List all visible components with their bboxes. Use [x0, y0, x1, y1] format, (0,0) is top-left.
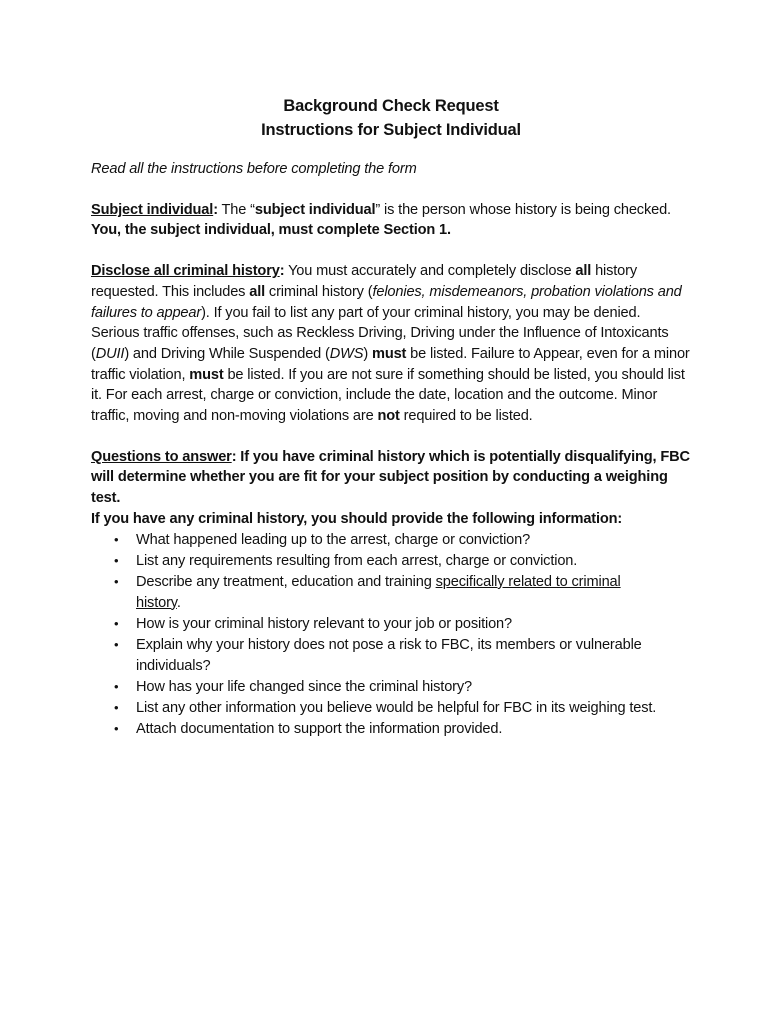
disclose-text: criminal history ( — [265, 283, 373, 300]
document-subtitle: Instructions for Subject Individual — [261, 121, 521, 139]
emphasis-must: must — [189, 366, 224, 383]
heading-colon: : — [213, 201, 218, 218]
disclose-text: be listed. Failure to Appear, even for a minor traffic violation, — [91, 345, 690, 383]
bullet-icon: • — [114, 573, 119, 589]
disclose-text: ) and Driving While Suspended ( — [124, 345, 330, 362]
disclose-history-heading: Disclose all criminal history — [91, 263, 280, 280]
list-item — [114, 719, 691, 740]
disclose-text: ) — [363, 345, 372, 362]
list-item-text: List any other information you believe would be helpful for FBC in its weighing test. — [136, 700, 657, 717]
dui-abbrev: DUII — [95, 345, 125, 362]
list-item-text: How is your criminal history relevant to your job or position? — [136, 615, 512, 632]
list-item — [114, 698, 691, 719]
questions-text: If you have criminal history which is potentially disqualifying, FBC will determine whether you are fit for your subject position by conducting a weighing test. — [91, 448, 690, 507]
list-item — [114, 677, 691, 698]
list-item — [114, 551, 691, 572]
subject-individual-heading: Subject individual — [91, 201, 214, 218]
disclose-text: ). If you fail to list any part of your criminal history, you may be denied. Serious traffic offenses, such as Reckless Driving, Driving under the Influence of Intoxicants ( — [91, 304, 669, 362]
disclose-text: You must accurately and completely disclose — [284, 263, 576, 280]
list-item-text: How has your life changed since the criminal history? — [136, 678, 472, 695]
bullet-icon: • — [114, 637, 119, 653]
bullet-icon: • — [114, 531, 119, 547]
bullet-icon: • — [114, 615, 119, 631]
list-item — [114, 530, 691, 551]
subject-text-b: ” is the person whose history is being checked. — [375, 201, 671, 218]
questions-section — [91, 447, 691, 740]
subject-text-a: The “ — [217, 201, 255, 218]
dws-abbrev: DWS — [329, 345, 364, 362]
bullet-icon: • — [114, 552, 119, 568]
list-item — [114, 614, 691, 635]
list-item — [114, 635, 691, 676]
list-item-text: Describe any treatment, education and training — [136, 573, 436, 590]
intro-instruction: Read all the instructions before completing the form — [91, 161, 417, 177]
disclose-history-section — [91, 261, 691, 427]
heading-colon: : — [279, 263, 285, 280]
questions-intro — [91, 447, 691, 509]
title-block — [91, 94, 691, 142]
disclose-text: required to be listed. — [399, 408, 533, 425]
questions-provide-line: If you have any criminal history, you should provide the following information: — [91, 510, 623, 527]
list-item-text: List any requirements resulting from each arrest, charge or conviction. — [136, 552, 578, 569]
bullet-icon: • — [114, 700, 119, 716]
bullet-icon: • — [114, 721, 119, 737]
list-item-text: . — [176, 594, 181, 611]
underlined-phrase: specifically related to criminal history — [136, 573, 621, 611]
subject-term: subject individual — [254, 201, 376, 218]
emphasis-all: all — [575, 263, 592, 280]
document-title: Background Check Request — [283, 97, 499, 115]
list-item-text: What happened leading up to the arrest, charge or conviction? — [136, 531, 531, 548]
list-item-text: Explain why your history does not pose a risk to FBC, its members or vulnerable individuals? — [136, 637, 642, 674]
offense-types: felonies, misdemeanors, probation violations and failures to appear — [91, 283, 682, 321]
list-item-text: Attach documentation to support the information provided. — [136, 721, 503, 738]
subject-individual-section — [91, 200, 691, 241]
subject-requirement: You, the subject individual, must complete Section 1. — [91, 222, 451, 239]
emphasis-must: must — [372, 345, 407, 362]
question-list — [91, 530, 691, 741]
questions-heading: Questions to answer — [91, 448, 232, 465]
emphasis-not: not — [377, 408, 400, 425]
bullet-icon: • — [114, 678, 119, 694]
heading-colon: : — [231, 448, 237, 465]
document-page — [91, 94, 691, 741]
disclose-text: be listed. If you are not sure if something should be listed, you should list it. For each arrest, charge or conviction, include the date, location and the outcome. Minor traffic, moving and non-moving violations are — [91, 366, 685, 425]
list-item — [114, 572, 691, 613]
disclose-text: history requested. This includes — [91, 263, 638, 300]
emphasis-all: all — [249, 283, 266, 300]
